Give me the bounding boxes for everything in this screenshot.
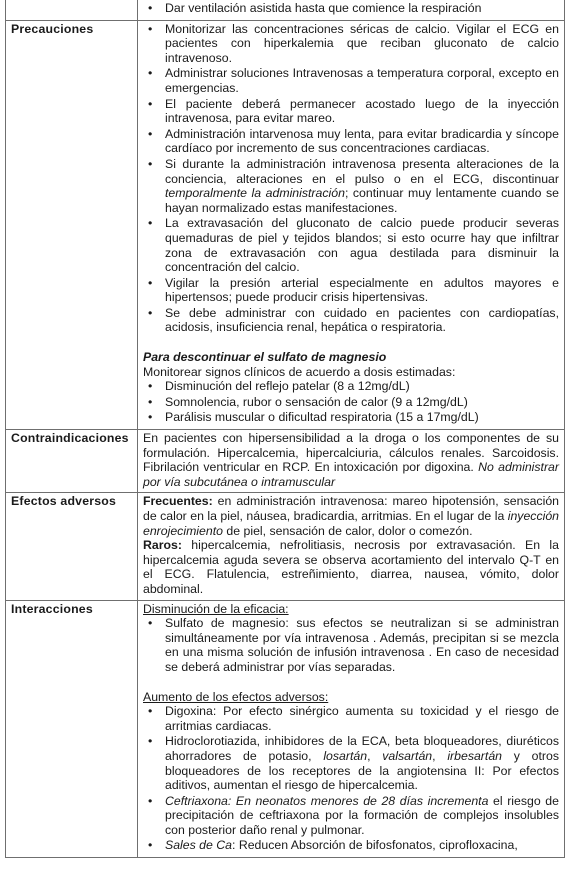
bullet-list (143, 379, 559, 425)
bold-text: Raros: (143, 538, 182, 553)
text: Hidroclorotiazida, inhibidores de la ECA, beta bloqueadores, diuréticos ahorradores de potasio, (165, 734, 559, 763)
paragraph (143, 494, 559, 538)
italic-text: Ceftriaxona (165, 793, 228, 808)
text: de piel, sensación de calor, dolor o comezón. (222, 523, 473, 538)
list-item: • El paciente deberá permanecer acostado luego de la inyección intravenosa, para evitar mareo. (143, 97, 559, 126)
list-item: • Administrar soluciones Intravenosas a temperatura corporal, excepto en emergencias. (143, 66, 559, 95)
text: , (367, 748, 383, 763)
list-item: • La extravasación del gluconato de calcio puede producir severas quemaduras de piel y tejidos blandos; si esto ocurre hay que infiltrar zona de extravasación con agua destilada para disminuir la concentración del calcio. (143, 216, 559, 274)
drug-info-table (5, 0, 565, 858)
precauciones-label: Precauciones (6, 20, 138, 429)
magnesio-title: Para descontinuar el sulfato de magnesio (143, 350, 387, 365)
bullet-list (143, 616, 559, 674)
list-item: • Vigilar la presión arterial especialmente en adultos mayores e hipertensos; puede producir crisis hipertensivas. (143, 276, 559, 305)
empty-label-cell (6, 0, 138, 20)
italic-text: : En neonatos menores de 28 días (227, 793, 428, 808)
italic-text: No administrar por vía subcutánea o intramuscular (143, 460, 559, 489)
italic-text: Sales de Ca (165, 838, 232, 853)
precauciones-content (138, 20, 565, 429)
text: ; continuar muy lentamente cuando se hayan normalizado estas manifestaciones. (165, 186, 559, 215)
efectos-content (138, 493, 565, 600)
disminucion-title: Disminución de la eficacia: (143, 601, 289, 616)
bullet-list (143, 22, 559, 335)
spacer (143, 336, 559, 350)
spacer (143, 676, 559, 690)
text: hipercalcemia, nefrolitiasis, necrosis por extravasación. En la hipercalcemia aguda severa se observa acortamiento del intervalo Q-T en el ECG. Flatulencia, estreñimiento, diarrea, nausea, vómito, dolor abdominal. (143, 538, 559, 596)
italic-text: incrementa (427, 793, 489, 808)
list-item: • Monitorizar las concentraciones séricas de calcio. Vigilar el ECG en pacientes con hiperkalemia que reciban gluconato de calcio intravenoso. (143, 22, 559, 66)
italic-text: irbesartán (447, 748, 502, 763)
list-item: • Se debe administrar con cuidado en pacientes con cardiopatías, acidosis, insuficiencia renal, hepática o respiratoria. (143, 306, 559, 335)
italic-text: temporalmente la administración (165, 186, 345, 201)
list-item (143, 838, 559, 853)
bullet-list (143, 1, 559, 16)
interacciones-content (138, 600, 565, 858)
list-item: • Sulfato de magnesio: sus efectos se neutralizan si se administran simultáneamente por vía intravenosa . Además, precipitan si se mezcla en una misma solución de infusión intravenosa . En caso de necesidad se deberá administrar por vías separadas. (143, 616, 559, 674)
text: Si durante la administración intravenosa presenta alteraciones de la conciencia, alteraciones en el pulso o en el ECG, discontinuar (165, 156, 559, 186)
text: En pacientes con hipersensibilidad a la droga o los componentes de su formulación. Hipercalcemia, hipercalciuria, cálculos renales. Sarcoidosis. Fibrilación ventricular en RCP. En intoxicación por digoxina. (143, 431, 559, 475)
bullet-list (143, 704, 559, 853)
aumento-title: Aumento de los efectos adversos: (143, 689, 329, 704)
text: en administración intravenosa: mareo hipotensión, sensación de calor en la piel, náusea, bradicardia, arritmias. En el lugar de la (143, 494, 559, 523)
magnesio-intro: Monitorear signos clínicos de acuerdo a dosis estimadas: (143, 364, 456, 379)
text: : Reducen Absorción de bifosfonatos, ciprofloxacina, (232, 838, 518, 853)
text: el riesgo de precipitación de ceftriaxona por la formación de complejos insolubles con posterior daño renal y pulmonar. (165, 793, 559, 837)
content-cell (138, 0, 565, 20)
paragraph (143, 538, 559, 596)
bold-text: Frecuentes: (143, 494, 213, 509)
list-item (143, 734, 559, 792)
text: , (432, 748, 448, 763)
list-item: • Disminución del reflejo patelar (8 a 12mg/dL) (143, 379, 559, 394)
list-item (143, 794, 559, 838)
table-row (6, 20, 565, 429)
italic-text: valsartán (382, 748, 433, 763)
table-row (6, 493, 565, 600)
list-item: • Administración intarvenosa muy lenta, para evitar bradicardia y síncope cardíaco por incremento de sus concentraciones cardiacas. (143, 127, 559, 156)
list-item (143, 157, 559, 215)
contraindicaciones-content (138, 430, 565, 493)
table-row (6, 600, 565, 858)
list-item: • Parálisis muscular o dificultad respiratoria (15 a 17mg/dL) (143, 410, 559, 425)
table-row (6, 430, 565, 493)
paragraph (143, 431, 559, 489)
list-item: • Dar ventilación asistida hasta que comience la respiración (143, 1, 559, 16)
text: y otros bloqueadores de los receptores de la angiotensina II: Por efectos aditivos, aumentan el riesgo de hipercalcemia. (165, 748, 559, 793)
efectos-label: Efectos adversos (6, 493, 138, 600)
italic-text: losartán (323, 748, 368, 763)
contraindicaciones-label: Contraindicaciones (6, 430, 138, 493)
interacciones-label: Interacciones (6, 600, 138, 858)
list-item: • Somnolencia, rubor o sensación de calor (9 a 12mg/dL) (143, 395, 559, 410)
table-row (6, 0, 565, 20)
italic-text: inyección enrojecimiento (143, 509, 559, 538)
list-item: • Digoxina: Por efecto sinérgico aumenta su toxicidad y el riesgo de arritmias cardiacas. (143, 704, 559, 733)
